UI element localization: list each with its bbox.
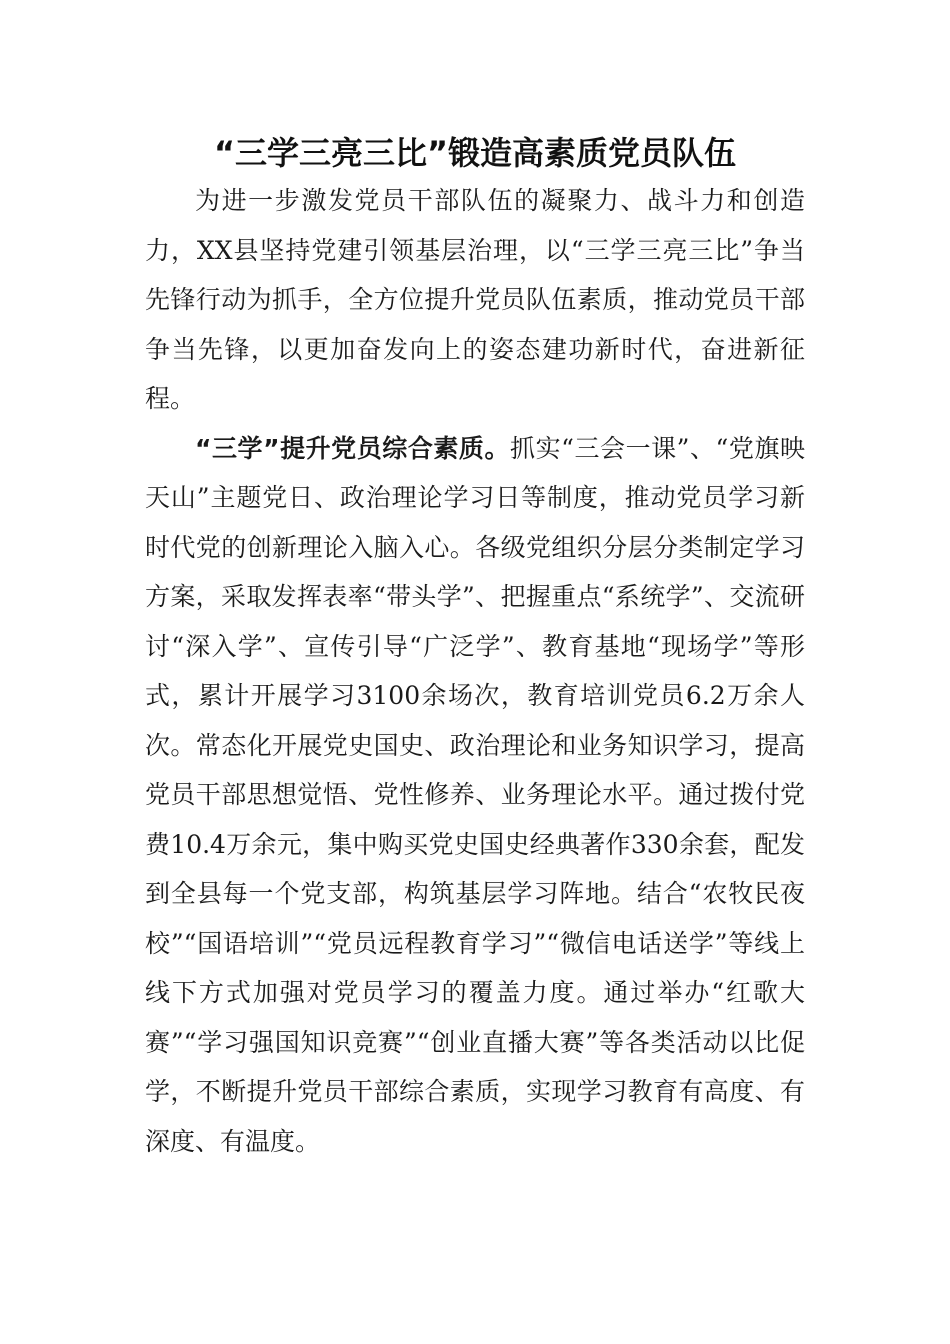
paragraph-intro xyxy=(145,176,805,424)
paragraph-three-learn xyxy=(145,424,805,1167)
paragraph-intro-text: 为进一步激发党员干部队伍的凝聚力、战斗力和创造力，XX县坚持党建引领基层治理，以“三学三亮三比”争当先锋行动为抓手，全方位提升党员队伍素质，推动党员干部争当先锋，以更加奋发向上的姿态建功新时代，奋进新征程。 xyxy=(145,186,805,413)
document-title: “三学三亮三比”锻造高素质党员队伍 xyxy=(213,134,737,172)
paragraph-three-learn-text: 抓实“三会一课”、“党旗映天山”主题党日、政治理论学习日等制度，推动党员学习新时代党的创新理论入脑入心。各级党组织分层分类制定学习方案，采取发挥表率“带头学”、把握重点“系统学”、交流研讨“深入学”、宣传引导“广泛学”、教育基地“现场学”等形式，累计开展学习3100余场次，教育培训党员6.2万余人次。常态化开展党史国史、政治理论和业务知识学习，提高党员干部思想觉悟、党性修养、业务理论水平。通过拨付党费10.4万余元，集中购买党史国史经典著作330余套，配发到全县每一个党支部，构筑基层学习阵地。结合“农牧民夜校”“国语培训”“党员远程教育学习”“微信电话送学”等线上线下方式加强对党员学习的覆盖力度。通过举办“红歌大赛”“学习强国知识竞赛”“创业直播大赛”等各类活动以比促学，不断提升党员干部综合素质，实现学习教育有高度、有深度、有温度。 xyxy=(145,433,805,1156)
paragraph-lead-heading: “三学”提升党员综合素质。 xyxy=(195,433,511,463)
document-body xyxy=(145,176,805,1166)
